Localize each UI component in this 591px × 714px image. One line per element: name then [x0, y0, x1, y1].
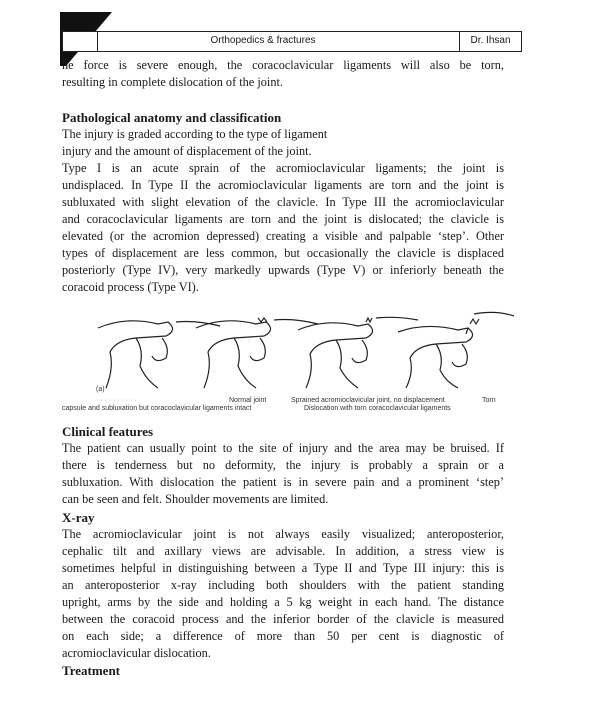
- figure-caption-torn: Torn: [482, 397, 496, 404]
- xray-line: upright, arms by the side and holding a 5 kg weight in each hand. The distance: [62, 595, 504, 609]
- xray-line: cephalic tilt and axillary views are advisable. In addition, a stress view is: [62, 544, 504, 558]
- pathology-line: types of displacement are less common, but occasionally the clavicle is displaced: [62, 246, 504, 260]
- figure-caption-sprain: Sprained acromioclavicular joint, no displacement: [291, 397, 445, 404]
- shoulder-drawing-dislocation: [398, 312, 514, 388]
- intro-line-2: resulting in complete dislocation of the joint.: [62, 75, 283, 89]
- pathology-line: subluxated with slight elevation of the clavicle. In Type III the acromioclavicular: [62, 195, 504, 209]
- clinical-heading: Clinical features: [62, 424, 154, 439]
- pathology-line: The injury is graded according to the type of ligament: [62, 127, 328, 141]
- header-course-title: Orthopedics & fractures: [210, 35, 316, 46]
- shoulder-drawing-sprain: [196, 318, 318, 388]
- xray-line: on each side; a difference of more than 50 per cent is diagnostic of: [62, 629, 504, 643]
- pathology-line: undisplaced. In Type II the acromioclavicular ligaments are torn and the joint is: [62, 178, 504, 192]
- ac-joint-injury-illustration: [96, 308, 516, 390]
- page-header: [62, 31, 522, 52]
- clinical-line: there is tenderness but no deformity, the injury is probably a sprain or a: [62, 458, 504, 472]
- xray-line: acromioclavicular dislocation.: [62, 646, 211, 660]
- header-author: Dr. Ihsan: [459, 32, 521, 51]
- clinical-line: can be seen and felt. Shoulder movements are limited.: [62, 492, 329, 506]
- pathology-line: elevated (or the acromion depressed) creating a visible and palpable ‘step’. Other: [62, 229, 504, 243]
- pathology-line: coracoid process (Type VI).: [62, 280, 199, 294]
- figure-label-a: (a): [96, 386, 105, 393]
- pathology-line: injury and the amount of displacement of the joint.: [62, 144, 312, 158]
- figure-caption-dislocation: Dislocation with torn coracoclavicular ligaments: [304, 405, 451, 412]
- xray-heading: X-ray: [62, 510, 95, 525]
- figure-faint-text: · · · · · · · · · ·: [96, 397, 137, 404]
- intro-line-1: he force is severe enough, the coracoclavicular ligaments will also be torn,: [62, 58, 504, 72]
- xray-line: an anteroposterior x-ray including both shoulders with the patient standing: [62, 578, 504, 592]
- shoulder-drawing-normal: [98, 321, 220, 388]
- xray-line: The acromioclavicular joint is not always easily visualized; anteroposterior,: [62, 527, 504, 541]
- pathology-line: and coracoclavicular ligaments are torn and the joint is dislocated; the clavicle is: [62, 212, 504, 226]
- xray-line: sometimes helpful in distinguishing between a Type II and Type III injury: this is: [62, 561, 504, 575]
- figure-caption-subluxation: capsule and subluxation but coracoclavicular ligaments intact: [62, 405, 252, 412]
- clinical-line: subluxation. With dislocation the patient is in severe pain and a prominent ‘step’: [62, 475, 504, 489]
- figure-caption-normal: Normal joint: [229, 397, 267, 404]
- shoulder-drawing-subluxation: [298, 317, 418, 388]
- treatment-heading: Treatment: [62, 663, 120, 678]
- pathology-heading: Pathological anatomy and classification: [62, 110, 282, 125]
- xray-line: between the coracoid process and the inferior border of the clavicle is measured: [62, 612, 504, 626]
- pathology-line: posteriorly (Type IV), very markedly upwards (Type V) or inferiorly beneath the: [62, 263, 504, 277]
- clinical-line: The patient can usually point to the site of injury and the area may be bruised. If: [62, 441, 504, 455]
- pathology-line: Type I is an acute sprain of the acromioclavicular ligaments; the joint is: [62, 161, 504, 175]
